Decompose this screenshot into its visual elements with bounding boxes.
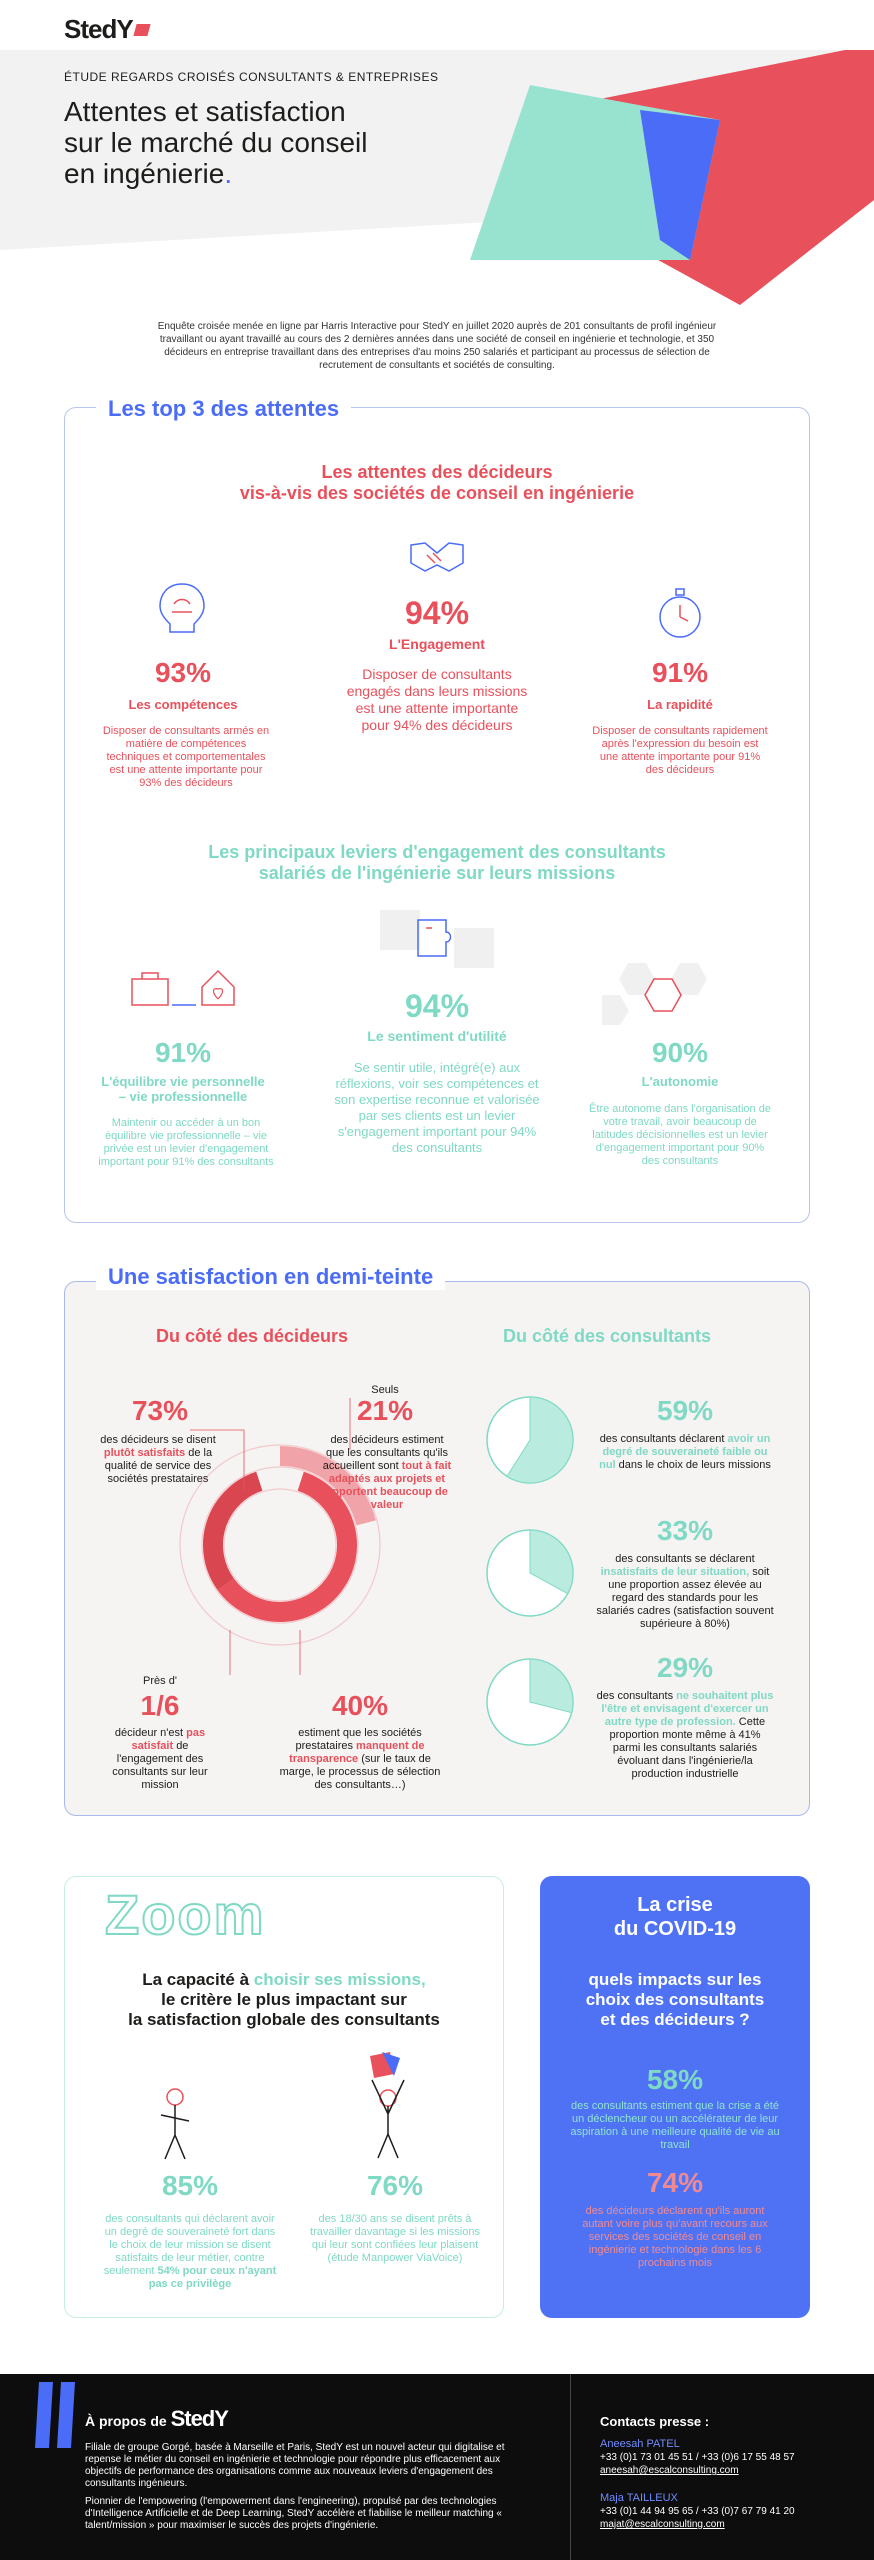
z85-text: des consultants qui déclarent avoir un degré de souveraineté fort dans le choix de leur mission se disent satisfaits de leur métier, contre seulement 54% pour ceux n'ayant pas ce privilège	[103, 2213, 277, 2290]
competences-desc: Disposer de consultants armés en matière de compétences techniques et comportementales est une attente importante pour 93% des décideurs	[102, 725, 270, 789]
competences-pct: 93%	[154, 657, 212, 688]
d16-pre: Près d'	[143, 1675, 177, 1687]
rapidite-desc: Disposer de consultants rapidement après l'expression du besoin est une attente importante pour 91% des décideurs	[592, 725, 768, 776]
contacts-title: Contacts presse :	[600, 2414, 710, 2429]
hero-subtitle: ÉTUDE REGARDS CROISÉS CONSULTANTS & ENTREPRISES	[64, 70, 439, 84]
equilibre-label: L'équilibre vie personnelle – vie professionnelle	[101, 1074, 265, 1104]
handshake-icon	[405, 535, 469, 579]
c59-pct: 59%	[656, 1395, 714, 1426]
engagement-label: L'Engagement	[389, 636, 485, 652]
autonomie-label: L'autonomie	[641, 1074, 719, 1089]
c33-pie-chart	[485, 1528, 575, 1618]
covid-question: quels impacts sur les choix des consultants et des décideurs ?	[585, 1970, 765, 2029]
contact-1-name: Aneesah PATEL	[600, 2438, 680, 2450]
d40-text: estiment que les sociétés prestataires manquent de transparence (sur le taux de marge, le processus de sélection des consultants…)	[279, 1727, 441, 1791]
c29-pie-chart	[485, 1657, 575, 1747]
engagement-desc: Disposer de consultants engagés dans leurs missions est une attente importante pour 94% des décideurs	[346, 666, 528, 733]
utilite-label: Le sentiment d'utilité	[367, 1028, 507, 1044]
contact-2-phone: +33 (0)1 44 94 95 65 / +33 (0)7 67 79 41 20	[600, 2506, 795, 2517]
d40-pct: 40%	[331, 1690, 389, 1721]
consultants-levers-title: Les principaux leviers d'engagement des consultants salariés de l'ingénierie sur leurs missions	[208, 842, 666, 883]
c59-text: des consultants déclarent avoir un degré de souveraineté faible ou nul dans le choix de leurs missions	[599, 1433, 771, 1471]
d16-text: décideur n'est pas satisfait de l'engagement des consultants sur leur mission	[112, 1727, 208, 1791]
contact-1-phone: +33 (0)1 73 01 45 51 / +33 (0)6 17 55 48 57	[600, 2452, 795, 2463]
covid-c58-text: des consultants estiment que la crise a été un déclencheur ou un accélérateur de leur aspiration à une meilleure qualité de vie au travail	[570, 2100, 780, 2151]
c59-pie-chart	[485, 1395, 575, 1485]
c29-text: des consultants ne souhaitent plus l'être et envisagent d'exercer un autre type de profession. Cette proportion monte même à 41% parmi les consultants salariés évoluant dans l'ingénierie/la production industrielle	[596, 1690, 774, 1780]
footer	[0, 2374, 874, 2560]
d73-pct: 73%	[131, 1395, 189, 1426]
autonomie-pct: 90%	[651, 1037, 709, 1068]
d21-text: des décideurs estiment que les consultants qu'ils accueillent sont tout à fait adaptés aux projets et apportent beaucoup de valeur	[322, 1434, 452, 1511]
hexagons-icon	[598, 955, 728, 1025]
consultants-column-title: Du côté des consultants	[503, 1326, 712, 1346]
covid-c74-text: des décideurs déclarent qu'ils auront autant voire plus qu'avant recours aux services des sociétés de conseil en ingénierie et technologie dans les 6 prochains mois	[582, 2205, 768, 2269]
page-title: Attentes et satisfaction sur le marché du conseil en ingénierie.	[64, 96, 368, 189]
utilite-desc: Se sentir utile, intégré(e) aux réflexions, voir ses compétences et son expertise reconnue et valorisée par ses clients est un levier s'engagement important pour 94% des consultants	[334, 1060, 540, 1155]
equilibre-desc: Maintenir ou accéder à un bon équilibre vie professionnelle – vie privée est un levier d'engagement important pour 91% des consultants	[98, 1117, 274, 1168]
rapidite-label: La rapidité	[647, 697, 713, 712]
person-flag-icon	[360, 2050, 416, 2160]
footer-paragraph-1: Filiale de groupe Gorgé, basée à Marseille et Paris, StedY est un nouvel acteur qui digitalise et repense le métier du conseil en ingénierie et technologie pour répondre plus efficacement aux objectifs de performance des organisations comme aux nouveaux leviers d'engagement des consultants ingénieurs.	[85, 2442, 505, 2489]
rapidite-pct: 91%	[651, 657, 709, 688]
footer-paragraph-2: Pionnier de l'empowering (l'empowerment dans l'engineering), propulsé par des technologies d'Intelligence Artificielle et de Deep Learning, StedY accélère et fiabilise le meilleur matching « talent/mission » pour maximiser le succès des projets d'ingénierie.	[85, 2496, 502, 2531]
footer-about: À propos de StedY	[85, 2406, 228, 2431]
quote-shape-icon	[35, 2382, 85, 2462]
contact-1-email[interactable]: aneesah@escalconsulting.com	[600, 2465, 739, 2476]
zoom-word: Zoom	[105, 1883, 266, 1946]
person-icon	[155, 2085, 195, 2163]
contact-2-name: Maja TAILLEUX	[600, 2492, 678, 2504]
equilibre-pct: 91%	[154, 1037, 212, 1068]
c33-text: des consultants se déclarent insatisfaits de leur situation, soit une proportion assez élevée au regard des standards pour les salariés cadres (satisfaction souvent supérieure à 80%)	[596, 1553, 774, 1630]
d73-text: des décideurs se disent plutôt satisfaits de la qualité de service des sociétés prestataires	[100, 1434, 216, 1485]
z76-text: des 18/30 ans se disent prêts à travailler davantage si les missions qui leur sont confiées leur plaisent (étude Manpower ViaVoice)	[310, 2213, 480, 2264]
brain-bulb-icon	[150, 578, 214, 640]
z85-pct: 85%	[161, 2170, 219, 2201]
footer-divider	[570, 2374, 571, 2560]
utilite-pct: 94%	[404, 988, 470, 1024]
contact-2-email[interactable]: majat@escalconsulting.com	[600, 2519, 725, 2530]
puzzle-icon	[370, 898, 504, 988]
d21-pre: Seuls	[371, 1384, 399, 1396]
logo-mark-icon	[133, 24, 150, 36]
section-title: Les top 3 des attentes	[96, 396, 351, 422]
covid-c58-pct: 58%	[646, 2064, 704, 2095]
competences-label: Les compétences	[128, 697, 238, 712]
work-life-icon	[128, 965, 240, 1009]
covid-title: La crise du COVID-19	[613, 1894, 737, 1940]
c33-pct: 33%	[656, 1515, 714, 1546]
autonomie-desc: Être autonome dans l'organisation de votre travail, avoir beaucoup de latitudes décisionnelles est un levier d'engagement important pour 90% des consultants	[589, 1103, 771, 1167]
section-title: Une satisfaction en demi-teinte	[96, 1264, 445, 1290]
stopwatch-icon	[655, 585, 705, 641]
stedy-logo[interactable]: StedY	[64, 14, 149, 45]
covid-c74-pct: 74%	[646, 2167, 704, 2198]
deciders-column-title: Du côté des décideurs	[156, 1326, 349, 1346]
zoom-title: La capacité à choisir ses missions, le critère le plus impactant sur la satisfaction globale des consultants	[128, 1970, 440, 2029]
z76-pct: 76%	[366, 2170, 424, 2201]
d16-pct: 1/6	[140, 1690, 180, 1721]
d21-pct: 21%	[356, 1395, 414, 1426]
engagement-pct: 94%	[404, 595, 470, 631]
deciders-expectations-title: Les attentes des décideurs vis-à-vis des sociétés de conseil en ingénierie	[239, 462, 635, 503]
intro-text: Enquête croisée menée en ligne par Harris Interactive pour StedY en juillet 2020 auprès de 201 consultants de profil ingénieur travaillant ou ayant travaillé au cours des 2 dernières années dans une société de conseil en ingénierie et technologie, et 350 décideurs en entreprise travaillant dans des entreprises d'au moins 250 salariés et participant au processus de sélection de recrutement de consultants et sociétés de consulting.	[157, 321, 717, 371]
c29-pct: 29%	[656, 1652, 714, 1683]
